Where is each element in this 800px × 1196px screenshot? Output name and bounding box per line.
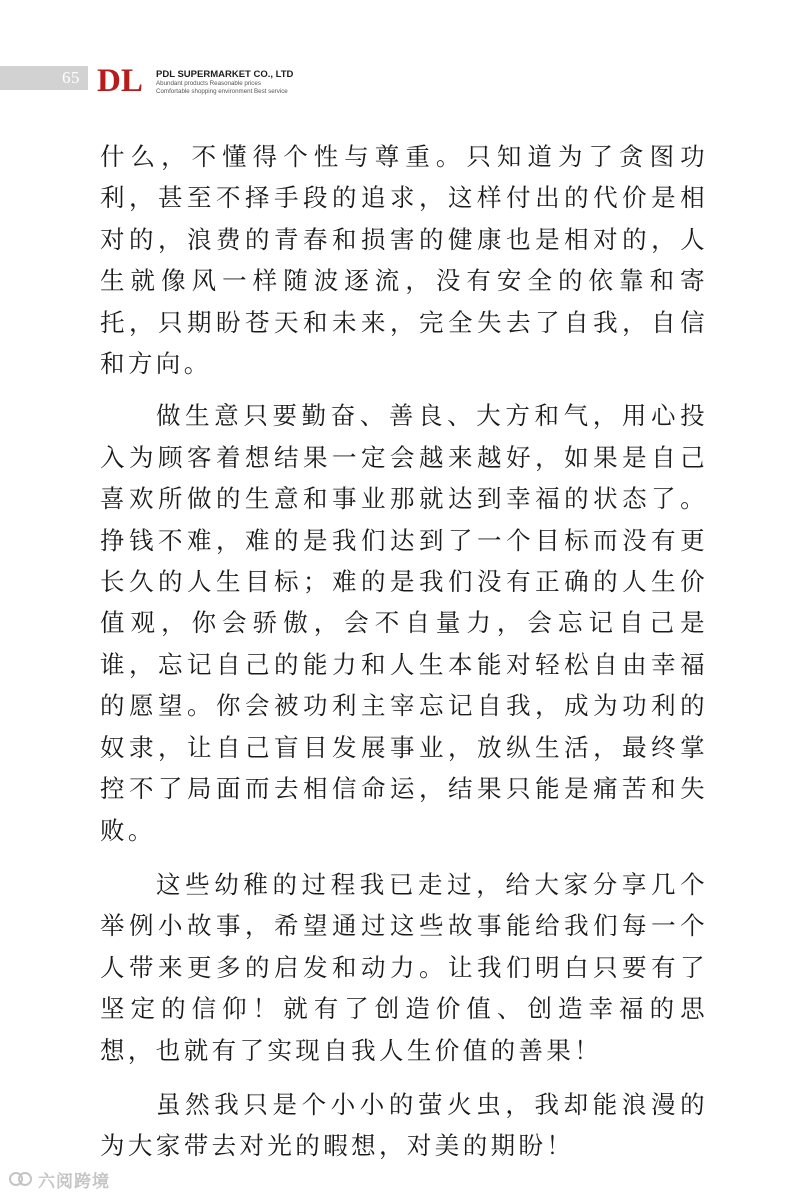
dl-logo-icon <box>96 62 148 98</box>
paragraph-2: 做生意只要勤奋、善良、大方和气，用心投入为顾客着想结果一定会越来越好，如果是自己喜欢所做的生意和事业那就达到幸福的状态了。挣钱不难，难的是我们达到了一个目标而没有更长久的人生目标；难的是我们没有正确的人生价值观，你会骄傲，会不自量力，会忘记自己是谁，忘记自己的能力和人生本能对轻松自由幸福的愿望。你会被功利主宰忘记自我，成为功利的奴隶，让自己盲目发展事业，放纵生活，最终掌控不了局面而去相信命运，结果只能是痛苦和失败。 <box>100 401 708 845</box>
company-block <box>156 69 316 95</box>
paragraph-1: 什么，不懂得个性与尊重。只知道为了贪图功利，甚至不择手段的追求，这样付出的代价是相对的，浪费的青春和损害的健康也是相对的，人生就像风一样随波逐流，没有安全的依靠和寄托，只期盼苍天和未来，完全失去了自我，自信和方向。 <box>100 142 708 379</box>
company-tagline-2: Comfortable shopping environment Best service <box>156 87 288 95</box>
page-number: 65 <box>62 68 80 87</box>
page-header <box>0 63 800 98</box>
watermark <box>8 1168 110 1190</box>
company-name: PDL SUPERMARKET CO., LTD <box>156 69 294 80</box>
paragraph-4: 虽然我只是个小小的萤火虫，我却能浪漫的为大家带去对光的暇想，对美的期盼！ <box>100 1089 708 1161</box>
watermark-text: 六阅跨境 <box>38 1171 110 1192</box>
watermark-logo-icon <box>8 1169 34 1189</box>
company-tagline-1: Abundant products Reasonable prices <box>156 80 261 87</box>
paragraph-3: 这些幼稚的过程我已走过，给大家分享几个举例小故事，希望通过这些故事能给我们每一个人带来更多的启发和动力。让我们明白只要有了坚定的信仰！就有了创造价值、创造幸福的思想，也就有了实现自我人生价值的善果！ <box>100 869 708 1065</box>
page-number-tab <box>0 66 88 90</box>
body-text <box>100 136 708 1167</box>
logo-text: DL <box>97 63 143 98</box>
